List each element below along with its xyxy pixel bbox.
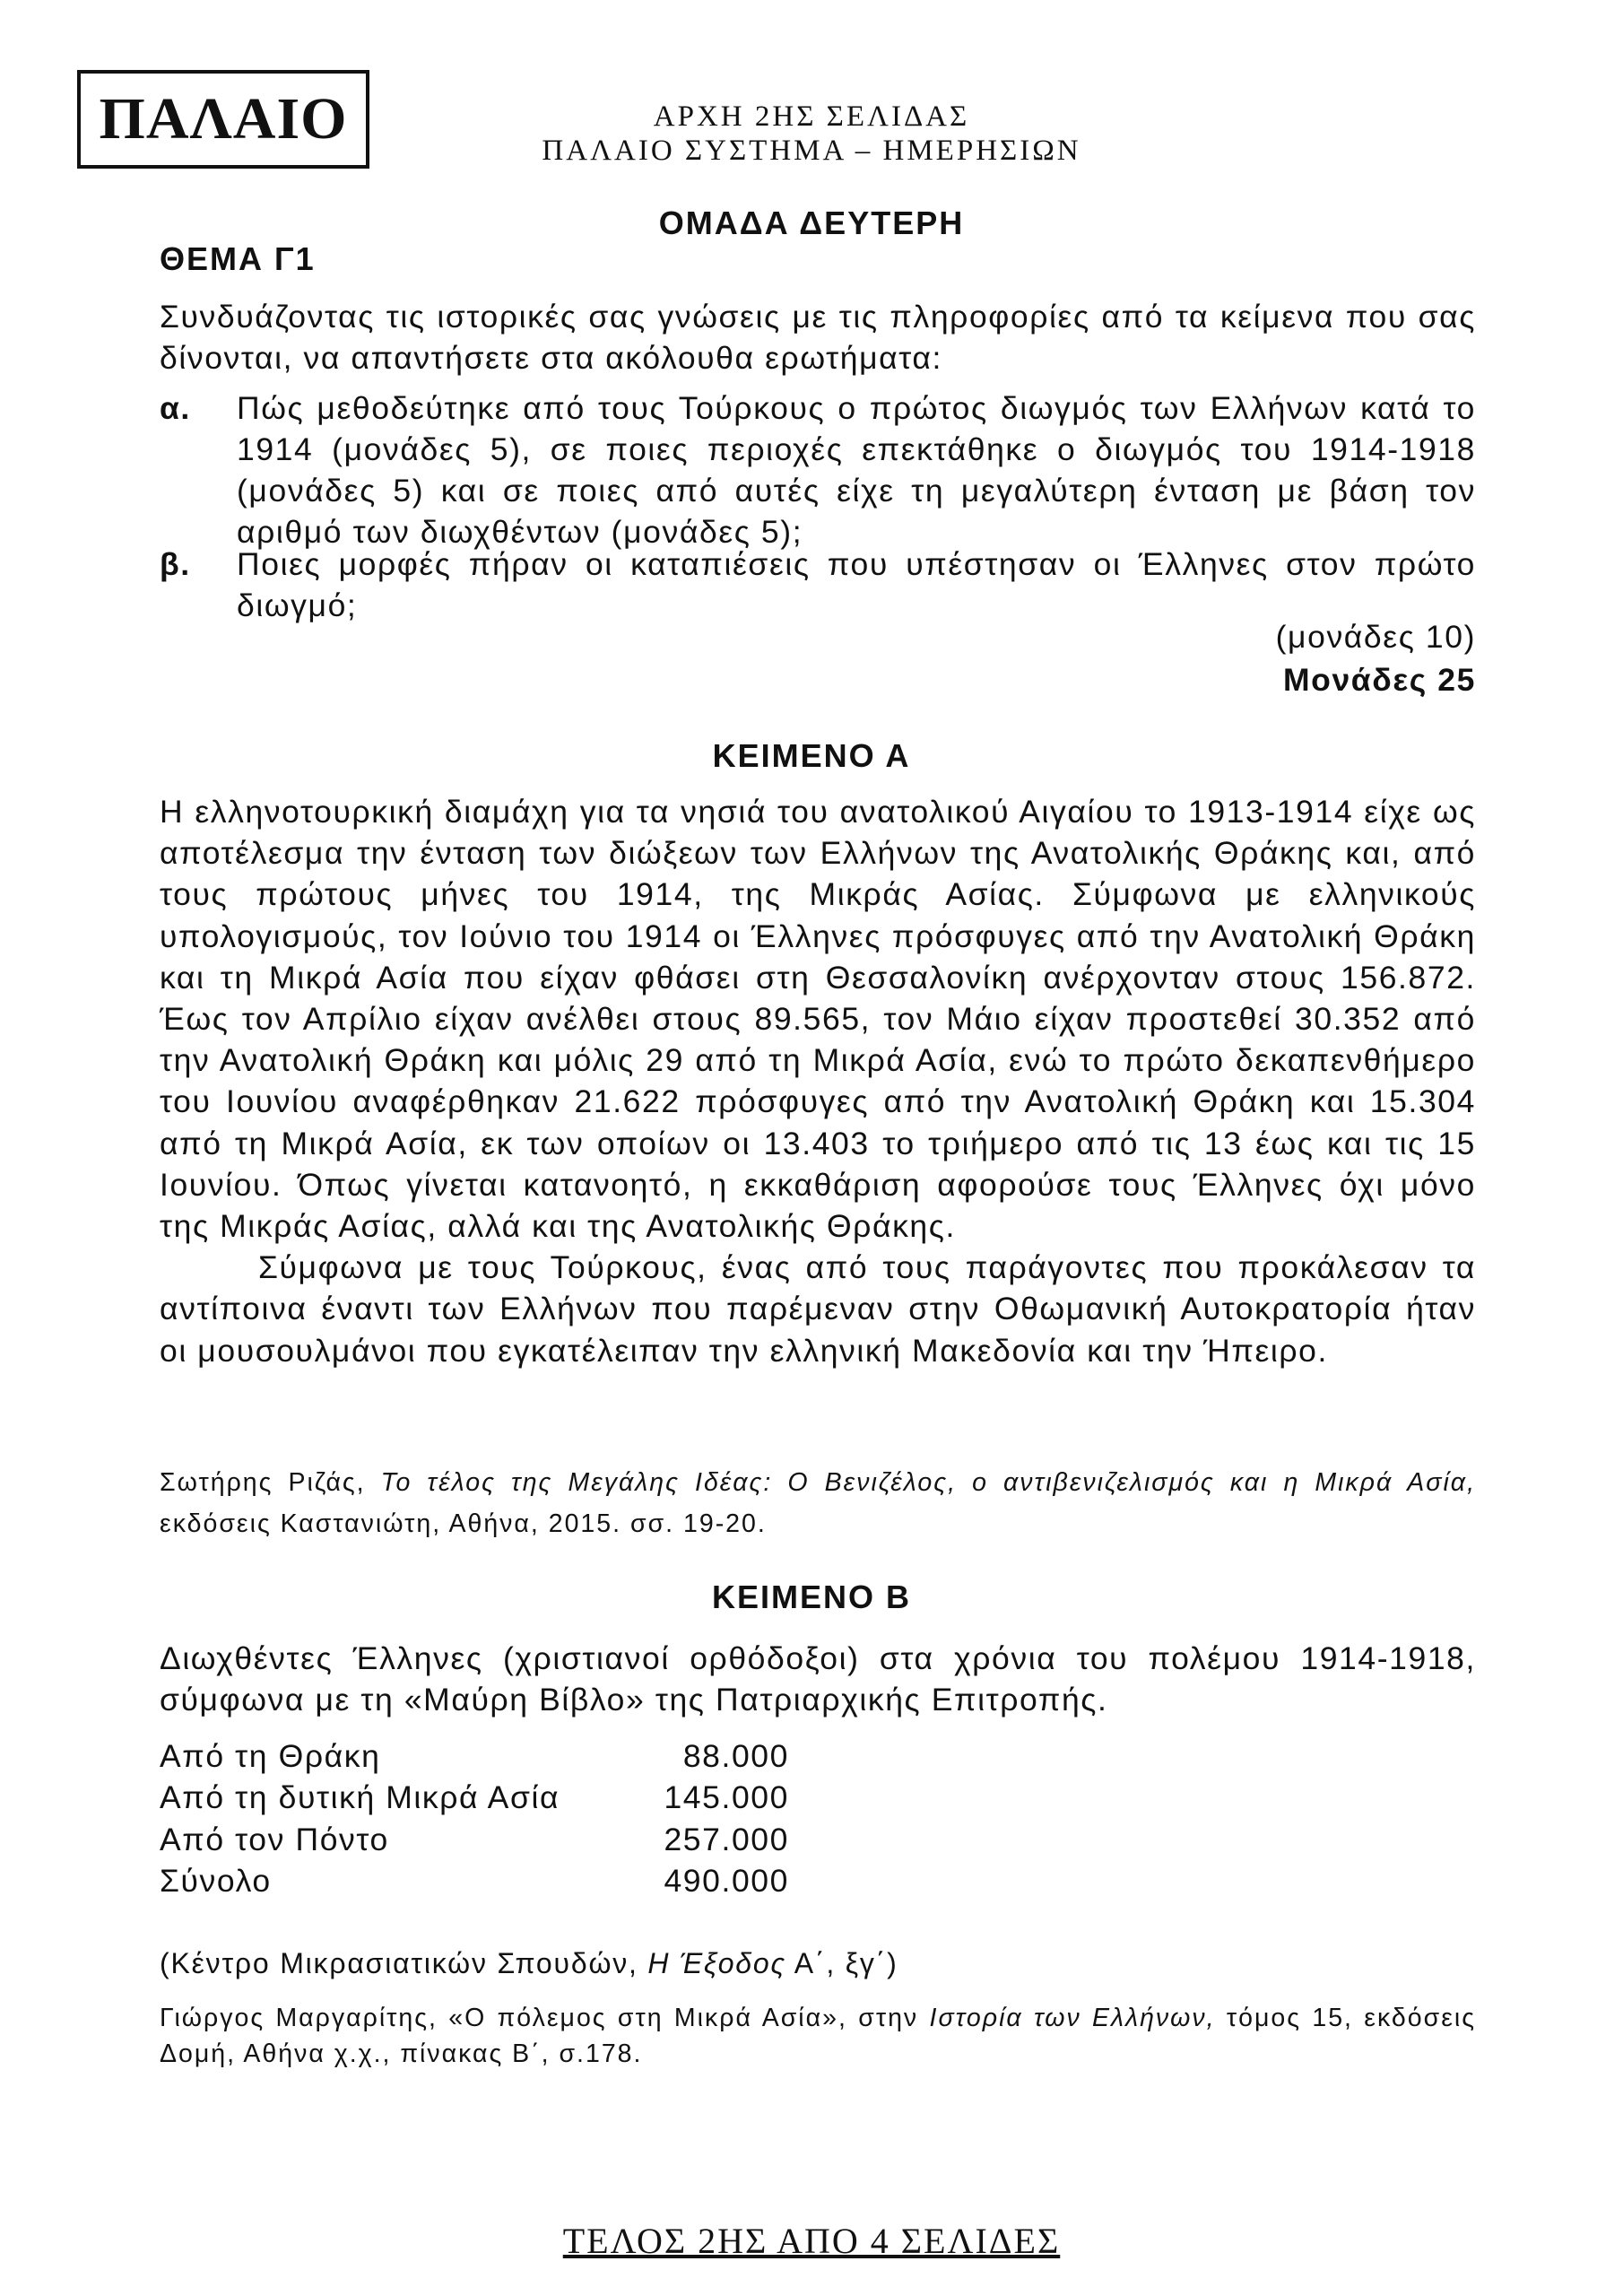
text-a-body xyxy=(160,791,1476,1371)
question-b-text: Ποιες μορφές πήραν οι καταπιέσεις που υπέστησαν οι Έλληνες στον πρώτο διωγμό; xyxy=(237,546,1476,623)
table-row-value: 257.000 xyxy=(664,1821,789,1857)
text-a-source-publisher: εκδόσεις Καστανιώτη, Αθήνα, 2015. σσ. 19-20. xyxy=(160,1509,767,1538)
question-b xyxy=(160,544,1476,626)
question-b-mark: β. xyxy=(160,546,191,582)
text-b-reference-title: Η Έξοδος xyxy=(647,1947,786,1979)
text-b-source-post: τόμος 15, εκδόσεις Δομή, Αθήνα χ.χ., πίνακας Β΄, σ.178. xyxy=(160,2004,1476,2068)
table-row-label: Από τη Θράκη xyxy=(160,1737,381,1774)
table-row xyxy=(160,1735,841,1778)
text-b-reference xyxy=(160,1943,1476,1984)
table-row-value: 145.000 xyxy=(664,1779,789,1816)
table-row-value: 490.000 xyxy=(664,1863,789,1900)
persecuted-table xyxy=(160,1735,841,1902)
question-a-mark: α. xyxy=(160,390,191,426)
group-title: ΟΜΑΔΑ ΔΕΥΤΕΡΗ xyxy=(658,204,965,241)
table-row xyxy=(160,1778,841,1820)
table-row-value: 88.000 xyxy=(682,1737,789,1774)
page-header-start: ΑΡΧΗ 2ΗΣ ΣΕΛΙΔΑΣ xyxy=(653,100,970,133)
theme-label: ΘΕΜΑ Γ1 xyxy=(160,240,316,277)
text-a-source-title: Το τέλος της Μεγάλης Ιδέας: Ο Βενιζέλος, ο αντιβενιζελισμός και η Μικρά Ασία, xyxy=(380,1468,1476,1497)
intro-paragraph: Συνδυάζοντας τις ιστορικές σας γνώσεις με τις πληροφορίες από τα κείμενα που σας δίνονται, να απαντήσετε στα ακόλουθα ερωτήματα: xyxy=(160,299,1476,376)
question-a xyxy=(160,387,1476,552)
table-row-label: Σύνολο xyxy=(160,1863,272,1900)
text-b-source-title: Ιστορία των Ελλήνων, xyxy=(929,2004,1216,2032)
table-row-label: Από τη δυτική Μικρά Ασία xyxy=(160,1779,560,1816)
text-a-source-author: Σωτήρης Ριζάς, xyxy=(160,1468,381,1497)
table-row-label: Από τον Πόντο xyxy=(160,1821,389,1857)
text-a-source xyxy=(160,1462,1476,1544)
old-system-stamp: ΠΑΛΑΙΟ xyxy=(77,70,369,169)
table-row xyxy=(160,1819,841,1861)
question-a-text: Πώς μεθοδεύτηκε από τους Τούρκους ο πρώτος διωγμός των Ελλήνων κατά το 1914 (μονάδες 5), σε ποιες περιοχές επεκτάθηκε ο διωγμός του 1914-1918 (μονάδες 5) και σε ποιες από αυτές είχε τη μεγαλύτερη ένταση με βάση τον αριθμό των διωχθέντων (μονάδες 5); xyxy=(237,390,1476,550)
text-a-paragraph-2: Σύμφωνα με τους Τούρκους, ένας από τους παράγοντες που προκάλεσαν τα αντίποινα έναντι των Ελλήνων που παρέμεναν στην Οθωμανική Αυτοκρατορία ήταν οι μουσουλμάνοι που εγκατέλειπαν την ελληνική Μακεδονία και την Ήπειρο. xyxy=(160,1249,1476,1369)
page-header-system: ΠΑΛΑΙΟ ΣΥΣΤΗΜΑ – ΗΜΕΡΗΣΙΩΝ xyxy=(542,135,1081,167)
text-a-title: ΚΕΙΜΕΝΟ Α xyxy=(712,737,911,774)
text-b-paragraph: Διωχθέντες Έλληνες (χριστιανοί ορθόδοξοι) στα χρόνια του πολέμου 1914-1918, σύμφωνα με τη «Μαύρη Βίβλο» της Πατριαρχικής Επιτροπής. xyxy=(160,1640,1476,1718)
text-a-paragraph-1: Η ελληνοτουρκική διαμάχη για τα νησιά του ανατολικού Αιγαίου το 1913-1914 είχε ως αποτέλεσμα την ένταση των διώξεων των Ελλήνων της Ανατολικής Θράκης και, από τους πρώτους μήνες του 1914, της Μικράς Ασίας. Σύμφωνα με ελληνικούς υπολογισμούς, τον Ιούνιο του 1914 οι Έλληνες πρόσφυγες από την Ανατολική Θράκη και τη Μικρά Ασία που είχαν φθάσει στη Θεσσαλονίκη ανέρχονταν στους 156.872. Έως τον Απρίλιο είχαν ανέλθει στους 89.565, τον Μάιο είχαν προστεθεί 30.352 από την Ανατολική Θράκη και μόλις 29 από τη Μικρά Ασία, ενώ το πρώτο δεκαπενθήμερο του Ιουνίου αναφέρθηκαν 21.622 πρόσφυγες από την Ανατολική Θράκη και 15.304 από τη Μικρά Ασία, εκ των οποίων οι 13.403 το τριήμερο από τις 13 έως και τις 15 Ιουνίου. Όπως γίνεται κατανοητό, η εκκαθάριση αφορούσε τους Έλληνες όχι μόνο της Μικράς Ασίας, αλλά και της Ανατολικής Θράκης. xyxy=(160,794,1476,1245)
text-b-source-pre: Γιώργος Μαργαρίτης, «Ο πόλεμος στη Μικρά Ασία», στην xyxy=(160,2004,930,2032)
table-row-total xyxy=(160,1861,841,1903)
text-b-source xyxy=(160,2000,1476,2072)
text-b-title: ΚΕΙΜΕΝΟ Β xyxy=(711,1578,911,1615)
page-footer: ΤΕΛΟΣ 2ΗΣ ΑΠΟ 4 ΣΕΛΙΔΕΣ xyxy=(562,2221,1061,2261)
points-b: (μονάδες 10) xyxy=(1275,619,1476,655)
text-b-reference-pre: (Κέντρο Μικρασιατικών Σπουδών, xyxy=(160,1947,648,1979)
total-points: Μονάδες 25 xyxy=(1282,662,1476,698)
text-b-reference-post: Α΄, ξγ΄) xyxy=(785,1947,898,1979)
